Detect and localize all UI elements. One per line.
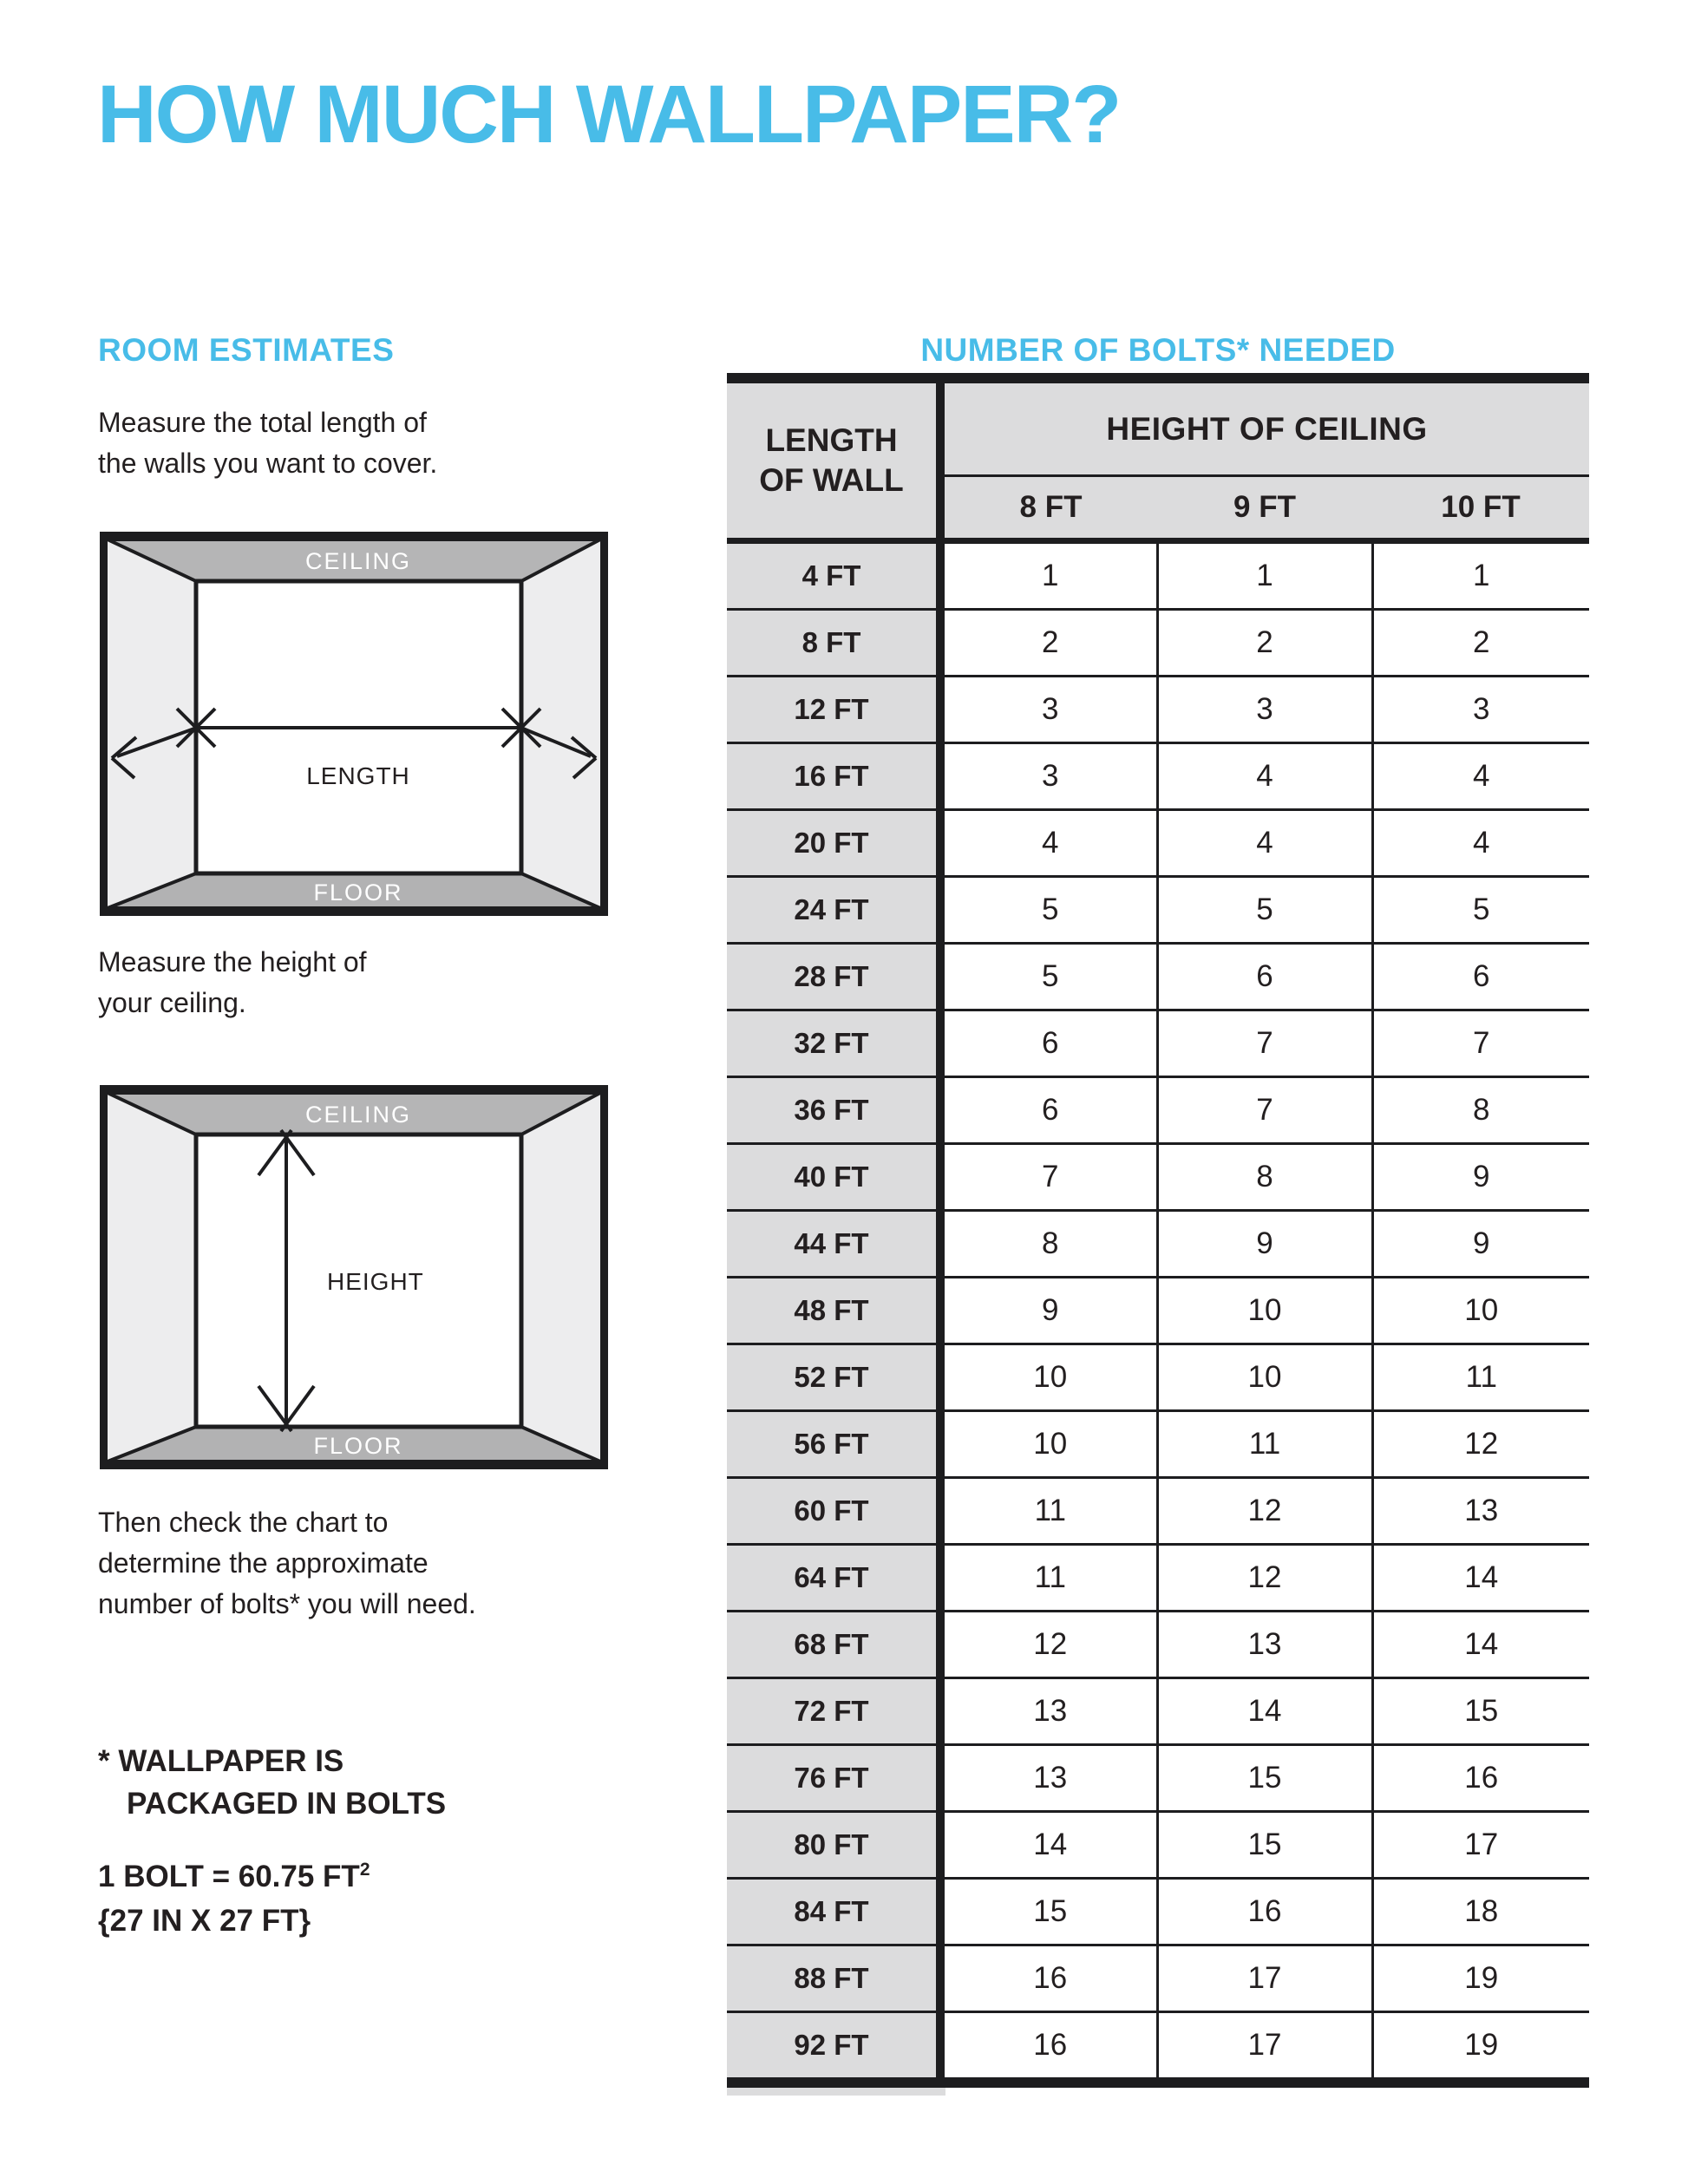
bolt-count-cell: 4	[1372, 743, 1589, 810]
room-diagram-height	[100, 1085, 608, 1469]
instruction-line: Then check the chart to	[98, 1507, 389, 1538]
bolt-count-cell: 1	[1157, 541, 1372, 610]
bolt-count-cell: 15	[1372, 1678, 1589, 1745]
table-row	[727, 677, 1589, 743]
col-header-8ft: 8 FT	[940, 476, 1157, 541]
footnote-wallpaper-bolts	[98, 1740, 446, 1825]
row-label-wall-length: 80 FT	[727, 1812, 940, 1879]
instruction-line: your ceiling.	[98, 987, 246, 1018]
table-row	[727, 1812, 1589, 1879]
bolt-count-cell: 5	[940, 877, 1157, 944]
bolt-facts	[98, 1847, 370, 1943]
table-footer-stub	[727, 2088, 945, 2096]
height-label: HEIGHT	[327, 1268, 424, 1295]
bolt-count-cell: 11	[1372, 1344, 1589, 1411]
row-label-wall-length: 16 FT	[727, 743, 940, 810]
bolt-count-cell: 6	[940, 1010, 1157, 1077]
bolt-count-cell: 16	[940, 1945, 1157, 2012]
row-label-wall-length: 20 FT	[727, 810, 940, 877]
row-label-wall-length: 56 FT	[727, 1411, 940, 1478]
bolt-count-cell: 5	[1372, 877, 1589, 944]
bolts-table	[727, 373, 1589, 2096]
floor-label: FLOOR	[313, 879, 403, 906]
footnote-line: * WALLPAPER IS	[98, 1744, 344, 1778]
bolt-count-cell: 10	[1157, 1278, 1372, 1344]
table-row	[727, 541, 1589, 610]
bolt-count-cell: 10	[940, 1411, 1157, 1478]
table-row	[727, 1077, 1589, 1144]
bolt-count-cell: 9	[1372, 1144, 1589, 1211]
bolt-count-cell: 7	[1372, 1010, 1589, 1077]
table-row	[727, 1344, 1589, 1411]
bolt-count-cell: 2	[940, 610, 1157, 677]
instruction-line: number of bolts* you will need.	[98, 1588, 476, 1619]
section-heading-bolts-needed: NUMBER OF BOLTS* NEEDED	[920, 332, 1396, 368]
bolt-dimensions: {27 IN X 27 FT}	[98, 1904, 311, 1938]
bolt-count-cell: 2	[1372, 610, 1589, 677]
bolt-count-cell: 5	[1157, 877, 1372, 944]
bolt-count-cell: 16	[940, 2012, 1157, 2083]
table-row	[727, 944, 1589, 1010]
table-row	[727, 1411, 1589, 1478]
bolt-count-cell: 13	[940, 1678, 1157, 1745]
table-row	[727, 1745, 1589, 1812]
bolt-count-cell: 8	[1372, 1077, 1589, 1144]
row-label-wall-length: 4 FT	[727, 541, 940, 610]
instruction-check-chart	[98, 1502, 476, 1625]
squared-exponent: 2	[359, 1860, 370, 1880]
instruction-measure-length	[98, 402, 437, 484]
row-label-wall-length: 36 FT	[727, 1077, 940, 1144]
bolt-count-cell: 7	[1157, 1077, 1372, 1144]
length-label: LENGTH	[306, 762, 410, 789]
bolt-equation: 1 BOLT = 60.75 $FT^2$	[98, 1860, 370, 1893]
bolt-count-cell: 10	[940, 1344, 1157, 1411]
bolt-count-cell: 12	[1372, 1411, 1589, 1478]
table-row	[727, 610, 1589, 677]
bolt-count-cell: 17	[1372, 1812, 1589, 1879]
ceiling-label: CEILING	[304, 548, 412, 574]
room-diagram-length	[100, 532, 608, 916]
row-label-wall-length: 40 FT	[727, 1144, 940, 1211]
bolt-count-cell: 14	[1372, 1545, 1589, 1612]
table-row	[727, 877, 1589, 944]
bolt-count-cell: 18	[1372, 1879, 1589, 1945]
bolt-count-cell: 4	[1372, 810, 1589, 877]
table-row	[727, 1478, 1589, 1545]
bolt-count-cell: 11	[1157, 1411, 1372, 1478]
instruction-line: Measure the height of	[98, 946, 367, 978]
row-label-wall-length: 24 FT	[727, 877, 940, 944]
table-header-row-group	[727, 383, 1589, 476]
bolt-count-cell: 16	[1372, 1745, 1589, 1812]
bolt-count-cell: 15	[940, 1879, 1157, 1945]
row-label-wall-length: 72 FT	[727, 1678, 940, 1745]
bolt-count-cell: 6	[1372, 944, 1589, 1010]
bolt-count-cell: 6	[1157, 944, 1372, 1010]
bolt-count-cell: 1	[940, 541, 1157, 610]
row-label-wall-length: 64 FT	[727, 1545, 940, 1612]
bolt-count-cell: 17	[1157, 1945, 1372, 2012]
row-label-wall-length: 84 FT	[727, 1879, 940, 1945]
bolt-count-cell: 12	[1157, 1478, 1372, 1545]
row-label-wall-length: 32 FT	[727, 1010, 940, 1077]
bolt-count-cell: 4	[1157, 810, 1372, 877]
bolt-count-cell: 12	[940, 1612, 1157, 1678]
row-label-wall-length: 28 FT	[727, 944, 940, 1010]
bolt-count-cell: 5	[940, 944, 1157, 1010]
bolt-count-cell: 11	[940, 1478, 1157, 1545]
bolt-count-cell: 14	[1157, 1678, 1372, 1745]
bolt-count-cell: 8	[1157, 1144, 1372, 1211]
row-label-wall-length: 48 FT	[727, 1278, 940, 1344]
table-row	[727, 810, 1589, 877]
table-row	[727, 1545, 1589, 1612]
bolt-count-cell: 3	[1372, 677, 1589, 743]
bolt-count-cell: 14	[940, 1812, 1157, 1879]
bolt-count-cell: 9	[1157, 1211, 1372, 1278]
bolt-count-cell: 10	[1372, 1278, 1589, 1344]
bolt-count-cell: 7	[940, 1144, 1157, 1211]
bolt-count-cell: 15	[1157, 1812, 1372, 1879]
bolt-count-cell: 1	[1372, 541, 1589, 610]
bolt-count-cell: 14	[1372, 1612, 1589, 1678]
row-label-wall-length: 60 FT	[727, 1478, 940, 1545]
instruction-line: Measure the total length of	[98, 407, 427, 438]
bolt-count-cell: 3	[1157, 677, 1372, 743]
footnote-line: PACKAGED IN BOLTS	[127, 1787, 447, 1821]
row-label-wall-length: 44 FT	[727, 1211, 940, 1278]
table-row	[727, 743, 1589, 810]
row-label-wall-length: 12 FT	[727, 677, 940, 743]
table-row	[727, 1678, 1589, 1745]
bolt-count-cell: 19	[1372, 1945, 1589, 2012]
bolt-count-cell: 19	[1372, 2012, 1589, 2083]
bolt-count-cell: 16	[1157, 1879, 1372, 1945]
bolt-count-cell: 8	[940, 1211, 1157, 1278]
bolt-count-cell: 4	[940, 810, 1157, 877]
page-title: HOW MUCH WALLPAPER?	[97, 69, 1121, 160]
instruction-line: the walls you want to cover.	[98, 448, 438, 479]
row-label-wall-length: 88 FT	[727, 1945, 940, 2012]
col-header-9ft: 9 FT	[1157, 476, 1372, 541]
table-row	[727, 1144, 1589, 1211]
row-label-wall-length: 68 FT	[727, 1612, 940, 1678]
col-header-length-of-wall: LENGTH OF WALL	[727, 383, 940, 541]
instruction-measure-height	[98, 942, 367, 1023]
row-label-wall-length: 8 FT	[727, 610, 940, 677]
table-row	[727, 1879, 1589, 1945]
floor-label: FLOOR	[313, 1433, 403, 1459]
bolt-count-cell: 3	[940, 743, 1157, 810]
table-row	[727, 1612, 1589, 1678]
col-header-10ft: 10 FT	[1372, 476, 1589, 541]
bolt-count-cell: 15	[1157, 1745, 1372, 1812]
table-row	[727, 2012, 1589, 2083]
table-row	[727, 1945, 1589, 2012]
table-row	[727, 1211, 1589, 1278]
table-row	[727, 1278, 1589, 1344]
table-row	[727, 1010, 1589, 1077]
bolts-needed-table	[727, 383, 1589, 2088]
bolt-count-cell: 13	[1157, 1612, 1372, 1678]
bolt-count-cell: 3	[940, 677, 1157, 743]
bolt-count-cell: 6	[940, 1077, 1157, 1144]
bolt-count-cell: 17	[1157, 2012, 1372, 2083]
bolt-count-cell: 13	[1372, 1478, 1589, 1545]
bolt-count-cell: 9	[940, 1278, 1157, 1344]
row-label-wall-length: 52 FT	[727, 1344, 940, 1411]
row-label-wall-length: 92 FT	[727, 2012, 940, 2083]
bolt-count-cell: 11	[940, 1545, 1157, 1612]
bolt-count-cell: 4	[1157, 743, 1372, 810]
bolt-count-cell: 13	[940, 1745, 1157, 1812]
bolt-count-cell: 10	[1157, 1344, 1372, 1411]
row-label-wall-length: 76 FT	[727, 1745, 940, 1812]
bolt-count-cell: 12	[1157, 1545, 1372, 1612]
ceiling-label: CEILING	[304, 1102, 412, 1128]
section-heading-room-estimates: ROOM ESTIMATES	[98, 332, 395, 368]
col-group-header-height-of-ceiling: HEIGHT OF CEILING	[940, 383, 1589, 476]
bolt-count-cell: 2	[1157, 610, 1372, 677]
bolt-count-cell: 7	[1157, 1010, 1372, 1077]
bolt-count-cell: 9	[1372, 1211, 1589, 1278]
instruction-line: determine the approximate	[98, 1547, 429, 1579]
